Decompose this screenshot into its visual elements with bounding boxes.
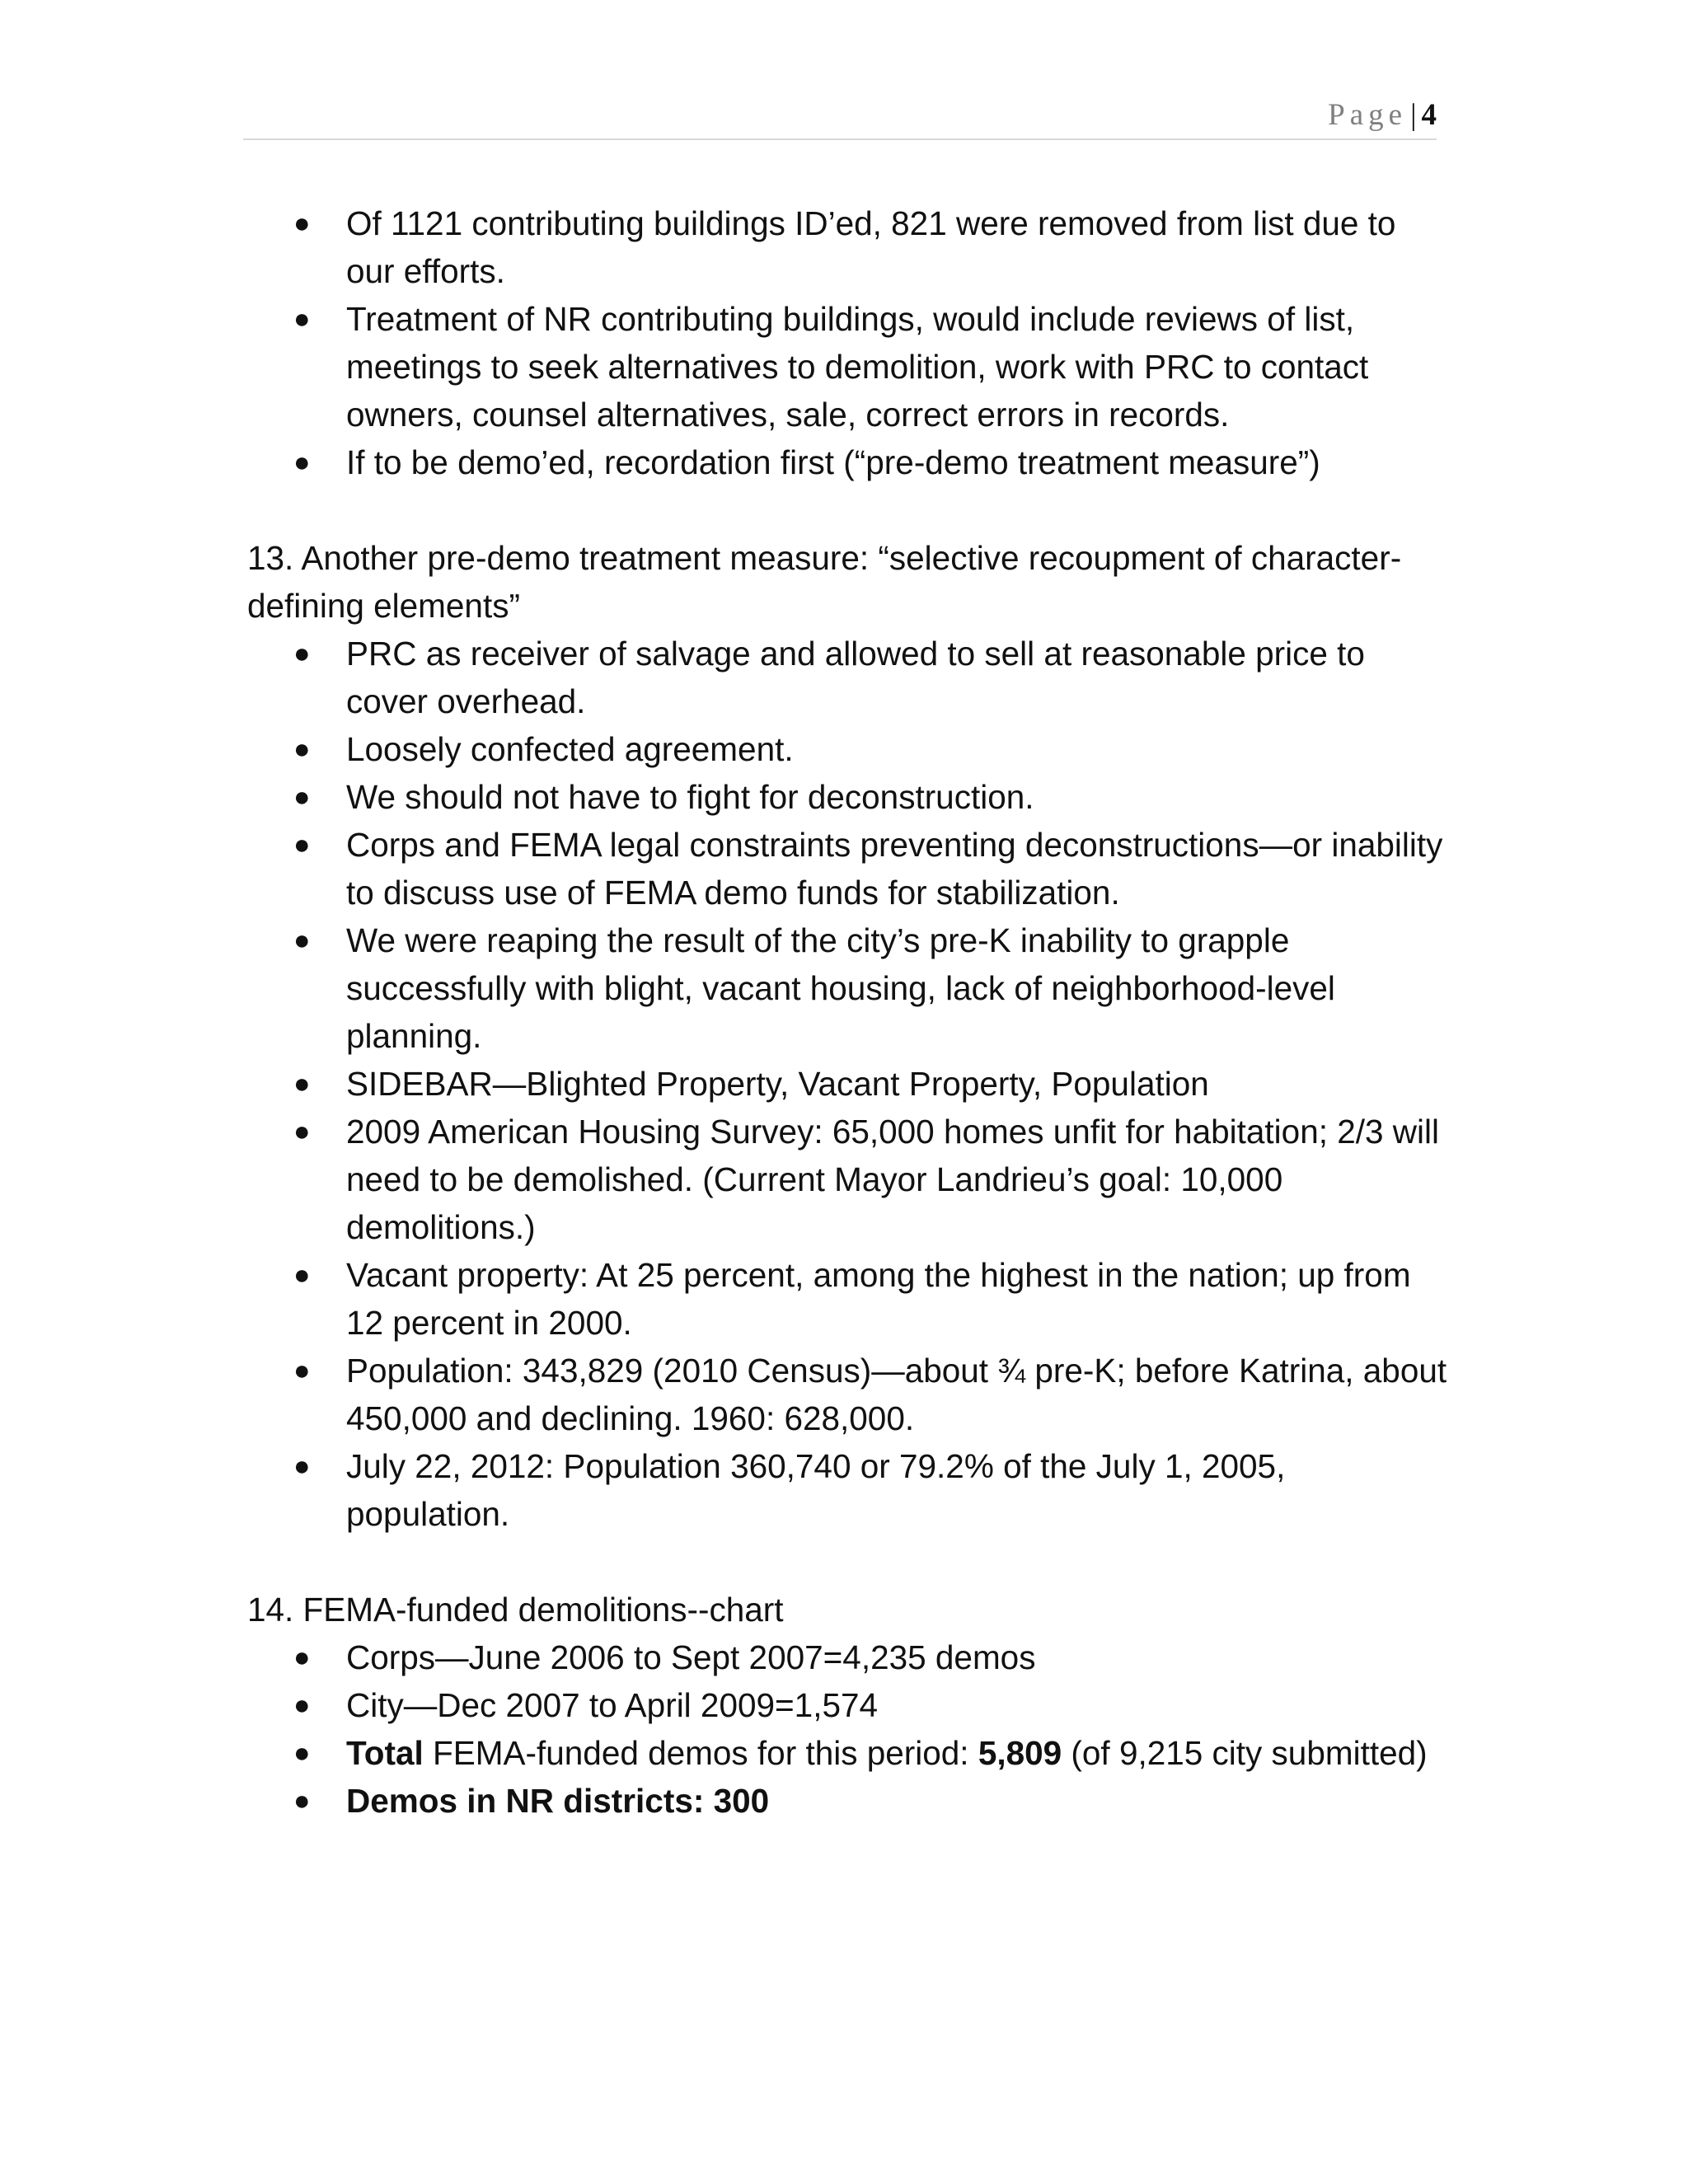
list-item	[247, 1729, 1451, 1777]
page-number-label	[1328, 97, 1437, 133]
list-item	[247, 438, 1451, 486]
document-body	[247, 199, 1451, 1825]
bullet-icon: ●	[293, 781, 311, 813]
bullet-icon: ●	[293, 208, 311, 239]
bullet-icon: ●	[293, 733, 311, 765]
list-item-text: We should not have to fight for deconstruction.	[346, 778, 1034, 816]
list-item-text: July 22, 2012: Population 360,740 or 79.2% of the July 1, 2005, population.	[346, 1447, 1286, 1533]
list-item	[247, 725, 1451, 773]
list-item-text: Population: 343,829 (2010 Census)—about ¾ pre-K; before Katrina, about 450,000 and declining. 1960: 628,000.	[346, 1352, 1447, 1437]
list-item-text: Treatment of NR contributing buildings, would include reviews of list, meetings to seek alternatives to demolition, work with PRC to contact owners, counsel alternatives, sale, correct errors in records.	[346, 300, 1369, 434]
section-13-heading: 13. Another pre-demo treatment measure: “selective recoupment of character-defining elements”	[247, 539, 1402, 625]
list-item	[247, 1633, 1451, 1681]
bullet-icon: ●	[293, 1737, 311, 1769]
list-item	[247, 199, 1451, 295]
spacer	[247, 1538, 1451, 1586]
bullet-icon: ●	[293, 1785, 311, 1816]
bold-text: 5,809	[978, 1734, 1062, 1772]
list-item-text: Loosely confected agreement.	[346, 730, 794, 768]
bullet-icon: ●	[293, 829, 311, 860]
bullet-icon: ●	[293, 447, 311, 478]
list-item	[247, 916, 1451, 1060]
bold-text: Demos in NR districts: 300	[346, 1782, 770, 1820]
list-item	[247, 821, 1451, 916]
bullet-icon: ●	[293, 638, 311, 669]
list-item-text: We were reaping the result of the city’s pre-K inability to grapple successfully with blight, vacant housing, lack of neighborhood-level planning.	[346, 921, 1335, 1055]
bullet-icon: ●	[293, 925, 311, 956]
bullet-list-top	[247, 199, 1451, 486]
list-item	[247, 1108, 1451, 1251]
list-item	[247, 1777, 1451, 1825]
spacer	[247, 486, 1451, 534]
list-item-text: If to be demo’ed, recordation first (“pre-demo treatment measure”)	[346, 443, 1320, 481]
section-14-list	[247, 1633, 1451, 1825]
page-separator: |	[1410, 98, 1417, 132]
bullet-icon: ●	[293, 303, 311, 335]
list-item-text: PRC as receiver of salvage and allowed to sell at reasonable price to cover overhead.	[346, 635, 1365, 720]
list-item-text: Of 1121 contributing buildings ID’ed, 821 were removed from list due to our efforts.	[346, 204, 1396, 290]
list-item	[247, 1347, 1451, 1442]
list-item	[247, 773, 1451, 821]
bullet-icon: ●	[293, 1642, 311, 1673]
page-word: Page	[1328, 98, 1408, 132]
list-item-text: FEMA-funded demos for this period:	[423, 1734, 978, 1772]
list-item	[247, 630, 1451, 725]
list-item-text: Corps and FEMA legal constraints preventing deconstructions—or inability to discuss use of FEMA demo funds for stabilization.	[346, 826, 1443, 912]
list-item	[247, 1060, 1451, 1108]
list-item-text: Corps—June 2006 to Sept 2007=4,235 demos	[346, 1638, 1036, 1676]
list-item-text: SIDEBAR—Blighted Property, Vacant Property, Population	[346, 1065, 1209, 1103]
bullet-icon: ●	[293, 1068, 311, 1099]
page-header	[243, 97, 1437, 140]
list-item-text: 2009 American Housing Survey: 65,000 homes unfit for habitation; 2/3 will need to be demolished. (Current Mayor Landrieu’s goal: 10,000 demolitions.)	[346, 1113, 1440, 1246]
list-item	[247, 1251, 1451, 1347]
bullet-icon: ●	[293, 1690, 311, 1721]
bullet-icon: ●	[293, 1116, 311, 1147]
bullet-icon: ●	[293, 1451, 311, 1482]
section-14-heading: 14. FEMA-funded demolitions--chart	[247, 1591, 784, 1629]
bold-text: Total	[346, 1734, 424, 1772]
bullet-icon: ●	[293, 1355, 311, 1386]
list-item	[247, 1442, 1451, 1538]
list-item	[247, 295, 1451, 438]
list-item-text: City—Dec 2007 to April 2009=1,574	[346, 1686, 879, 1724]
bullet-icon: ●	[293, 1259, 311, 1291]
list-item	[247, 1681, 1451, 1729]
page-number: 4	[1421, 98, 1437, 132]
list-item-text: Vacant property: At 25 percent, among the highest in the nation; up from 12 percent in 2000.	[346, 1256, 1411, 1342]
list-item-text: (of 9,215 city submitted)	[1062, 1734, 1428, 1772]
section-13-list	[247, 630, 1451, 1538]
